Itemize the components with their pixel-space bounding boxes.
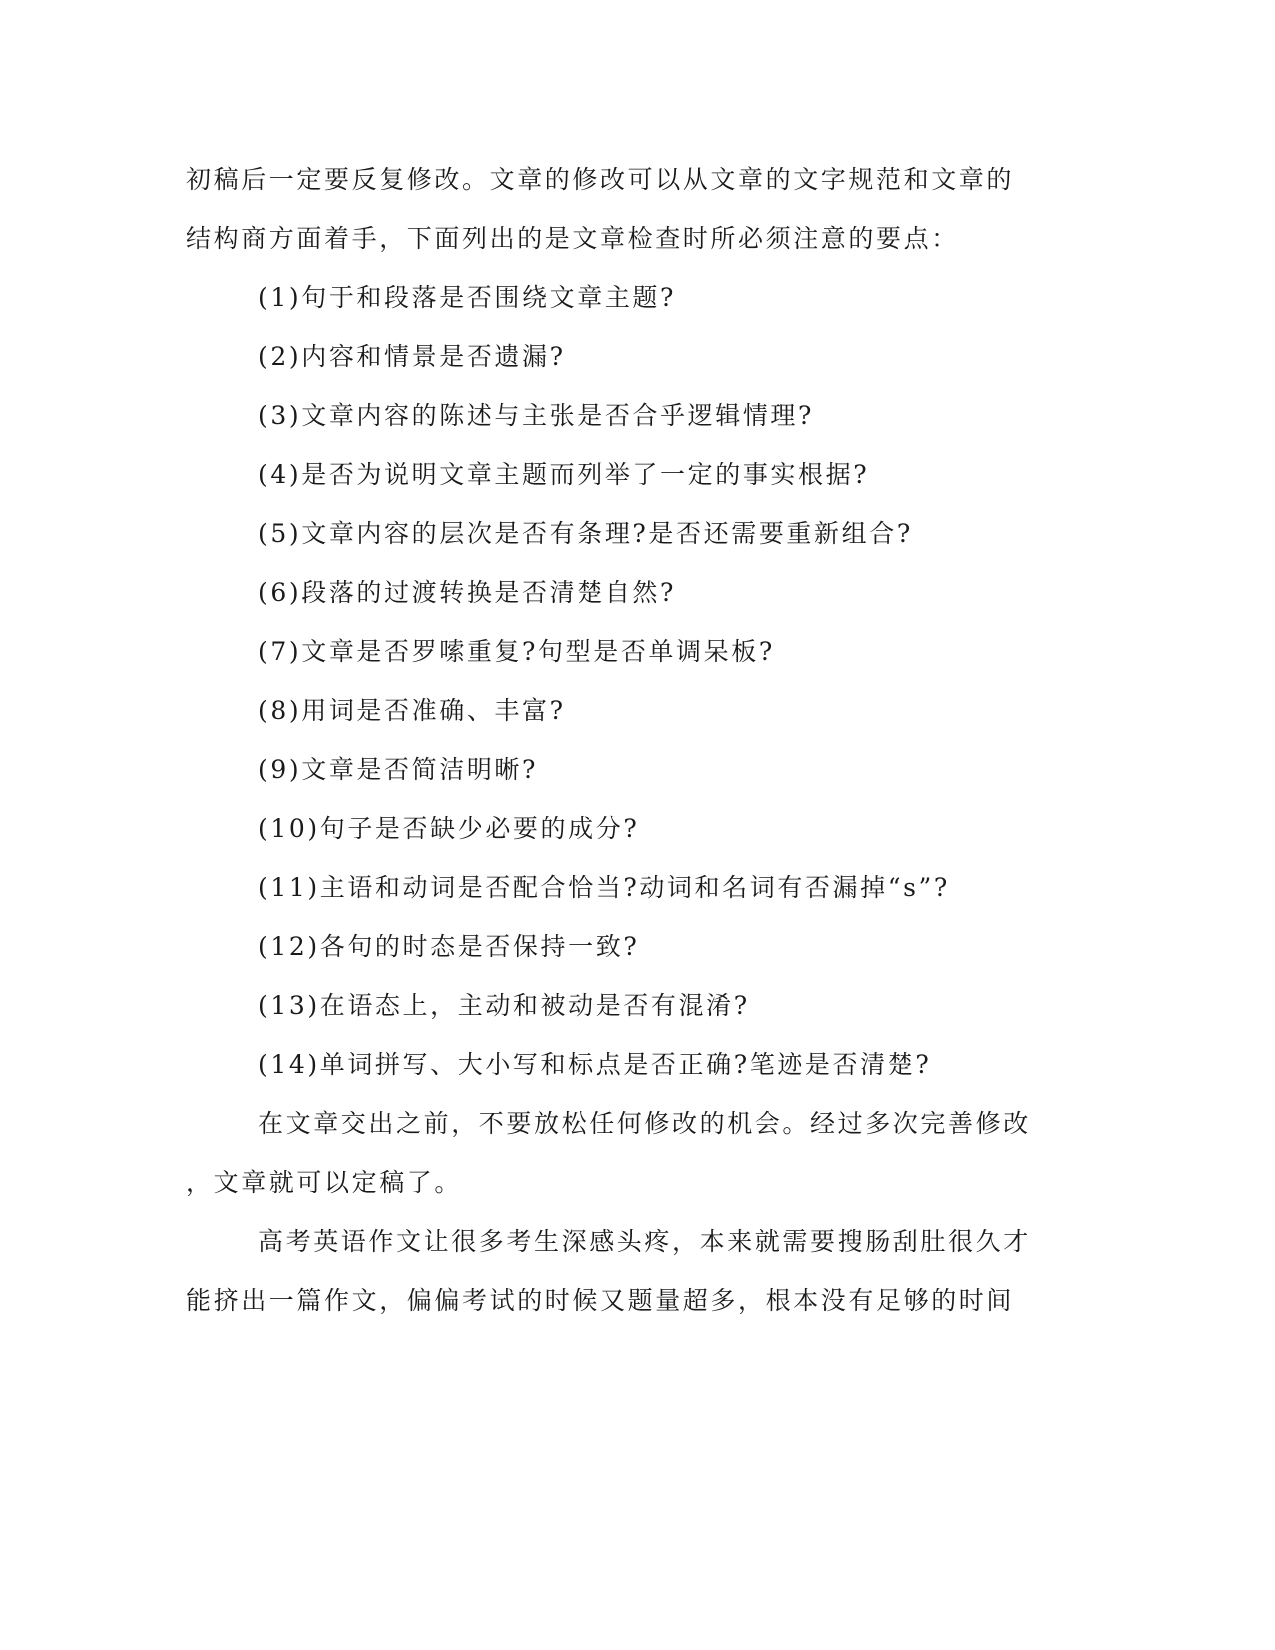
checklist-item: (2)内容和情景是否遗漏? — [258, 342, 566, 371]
checklist-item: (1)句于和段落是否围绕文章主题? — [258, 283, 677, 312]
checklist-item: (6)段落的过渡转换是否清楚自然? — [258, 578, 677, 607]
checklist-item: (3)文章内容的陈述与主张是否合乎逻辑情理? — [258, 401, 815, 430]
intro-line: 结构商方面着手，下面列出的是文章检查时所必须注意的要点： — [186, 224, 959, 253]
intro-line: 初稿后一定要反复修改。文章的修改可以从文章的文字规范和文章的 — [186, 165, 1015, 194]
checklist-item: (4)是否为说明文章主题而列举了一定的事实根据? — [258, 460, 870, 489]
closing-line: ，文章就可以定稿了。 — [186, 1168, 463, 1197]
checklist-item: (10)句子是否缺少必要的成分? — [258, 814, 640, 843]
body-line: 高考英语作文让很多考生深感头疼，本来就需要搜肠刮肚很久才 — [258, 1227, 1031, 1256]
checklist-item: (14)单词拼写、大小写和标点是否正确?笔迹是否清楚? — [258, 1050, 932, 1079]
checklist-item: (12)各句的时态是否保持一致? — [258, 932, 640, 961]
checklist-item: (9)文章是否简洁明晰? — [258, 755, 539, 784]
checklist-item: (13)在语态上，主动和被动是否有混淆? — [258, 991, 750, 1020]
body-line: 能挤出一篇作文，偏偏考试的时候又题量超多，根本没有足够的时间 — [186, 1286, 1015, 1315]
checklist-item: (5)文章内容的层次是否有条理?是否还需要重新组合? — [258, 519, 913, 548]
checklist-item: (8)用词是否准确、丰富? — [258, 696, 566, 725]
checklist-item: (11)主语和动词是否配合恰当?动词和名词有否漏掉“s”? — [258, 873, 950, 902]
checklist-item: (7)文章是否罗嗦重复?句型是否单调呆板? — [258, 637, 775, 666]
closing-line: 在文章交出之前，不要放松任何修改的机会。经过多次完善修改 — [258, 1109, 1031, 1138]
